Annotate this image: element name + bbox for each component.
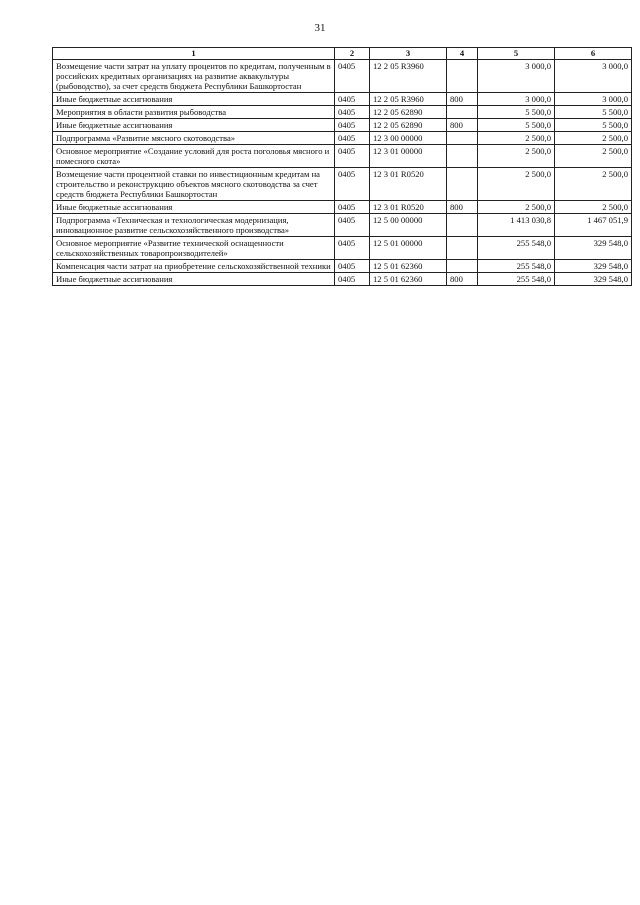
row-section: 0405 — [335, 168, 370, 201]
row-target-code: 12 2 05 R3960 — [370, 93, 447, 106]
row-amount-year-2: 2 500,0 — [555, 201, 632, 214]
row-amount-year-1: 255 548,0 — [478, 260, 555, 273]
row-expense-type — [447, 260, 478, 273]
row-expense-type — [447, 214, 478, 237]
header-cell-5: 5 — [478, 48, 555, 60]
row-amount-year-2: 3 000,0 — [555, 60, 632, 93]
table-row — [53, 168, 632, 201]
table-row — [53, 132, 632, 145]
table-row — [53, 93, 632, 106]
header-cell-4: 4 — [447, 48, 478, 60]
row-name: Мероприятия в области развития рыбоводства — [53, 106, 335, 119]
row-amount-year-1: 255 548,0 — [478, 237, 555, 260]
page-number: 31 — [314, 22, 326, 34]
row-amount-year-1: 1 413 030,8 — [478, 214, 555, 237]
table-row — [53, 145, 632, 168]
row-section: 0405 — [335, 119, 370, 132]
row-target-code: 12 5 01 62360 — [370, 260, 447, 273]
header-row — [53, 48, 632, 60]
row-target-code: 12 5 01 00000 — [370, 237, 447, 260]
row-target-code: 12 3 01 00000 — [370, 145, 447, 168]
row-section: 0405 — [335, 106, 370, 119]
row-amount-year-2: 2 500,0 — [555, 132, 632, 145]
row-expense-type: 800 — [447, 273, 478, 286]
row-name: Возмещение части процентной ставки по инвестиционным кредитам на строительство и реконструкцию объектов мясного скотоводства за счет средств бюджета Республики Башкортостан — [53, 168, 335, 201]
table-row — [53, 60, 632, 93]
row-amount-year-2: 1 467 051,9 — [555, 214, 632, 237]
table-row — [53, 260, 632, 273]
row-expense-type: 800 — [447, 93, 478, 106]
table-body — [53, 60, 632, 286]
row-section: 0405 — [335, 145, 370, 168]
row-expense-type — [447, 145, 478, 168]
row-expense-type — [447, 168, 478, 201]
row-section: 0405 — [335, 201, 370, 214]
header-cell-1: 1 — [53, 48, 335, 60]
row-target-code: 12 5 00 00000 — [370, 214, 447, 237]
row-amount-year-2: 329 548,0 — [555, 273, 632, 286]
row-name: Иные бюджетные ассигнования — [53, 119, 335, 132]
row-section: 0405 — [335, 237, 370, 260]
row-target-code: 12 2 05 62890 — [370, 119, 447, 132]
row-amount-year-2: 329 548,0 — [555, 260, 632, 273]
table-row — [53, 119, 632, 132]
row-expense-type — [447, 106, 478, 119]
row-section: 0405 — [335, 273, 370, 286]
table-header — [53, 48, 632, 60]
row-amount-year-1: 255 548,0 — [478, 273, 555, 286]
row-section: 0405 — [335, 260, 370, 273]
row-amount-year-2: 329 548,0 — [555, 237, 632, 260]
row-name: Иные бюджетные ассигнования — [53, 273, 335, 286]
row-name: Компенсация части затрат на приобретение сельскохозяйственной техники — [53, 260, 335, 273]
row-target-code: 12 3 01 R0520 — [370, 201, 447, 214]
row-amount-year-1: 5 500,0 — [478, 119, 555, 132]
table-row — [53, 273, 632, 286]
row-amount-year-1: 5 500,0 — [478, 106, 555, 119]
row-expense-type — [447, 237, 478, 260]
row-expense-type: 800 — [447, 119, 478, 132]
row-target-code: 12 2 05 62890 — [370, 106, 447, 119]
row-amount-year-1: 2 500,0 — [478, 145, 555, 168]
budget-table — [52, 47, 632, 286]
row-amount-year-1: 2 500,0 — [478, 132, 555, 145]
row-section: 0405 — [335, 60, 370, 93]
row-amount-year-2: 2 500,0 — [555, 145, 632, 168]
row-amount-year-1: 3 000,0 — [478, 60, 555, 93]
row-amount-year-1: 3 000,0 — [478, 93, 555, 106]
row-expense-type — [447, 132, 478, 145]
table-row — [53, 106, 632, 119]
header-cell-2: 2 — [335, 48, 370, 60]
row-amount-year-2: 3 000,0 — [555, 93, 632, 106]
row-amount-year-2: 5 500,0 — [555, 106, 632, 119]
row-amount-year-1: 2 500,0 — [478, 201, 555, 214]
table-row — [53, 237, 632, 260]
row-name: Иные бюджетные ассигнования — [53, 93, 335, 106]
row-amount-year-1: 2 500,0 — [478, 168, 555, 201]
row-name: Возмещение части затрат на уплату процентов по кредитам, полученным в российских кредитных организациях на развитие аквакультуры (рыбоводство), за счет средств бюджета Республики Башкортостан — [53, 60, 335, 93]
row-target-code: 12 3 00 00000 — [370, 132, 447, 145]
row-expense-type — [447, 60, 478, 93]
table-row — [53, 201, 632, 214]
row-name: Подпрограмма «Развитие мясного скотоводства» — [53, 132, 335, 145]
row-amount-year-2: 2 500,0 — [555, 168, 632, 201]
row-target-code: 12 2 05 R3960 — [370, 60, 447, 93]
header-cell-6: 6 — [555, 48, 632, 60]
row-target-code: 12 3 01 R0520 — [370, 168, 447, 201]
row-section: 0405 — [335, 132, 370, 145]
row-amount-year-2: 5 500,0 — [555, 119, 632, 132]
row-target-code: 12 5 01 62360 — [370, 273, 447, 286]
row-name: Основное мероприятие «Создание условий для роста поголовья мясного и помесного скота» — [53, 145, 335, 168]
row-name: Иные бюджетные ассигнования — [53, 201, 335, 214]
row-section: 0405 — [335, 93, 370, 106]
row-name: Подпрограмма «Техническая и технологическая модернизация, инновационное развитие сельскохозяйственного производства» — [53, 214, 335, 237]
header-cell-3: 3 — [370, 48, 447, 60]
table-row — [53, 214, 632, 237]
row-name: Основное мероприятие «Развитие технической оснащенности сельскохозяйственных товаропроизводителей» — [53, 237, 335, 260]
row-expense-type: 800 — [447, 201, 478, 214]
row-section: 0405 — [335, 214, 370, 237]
